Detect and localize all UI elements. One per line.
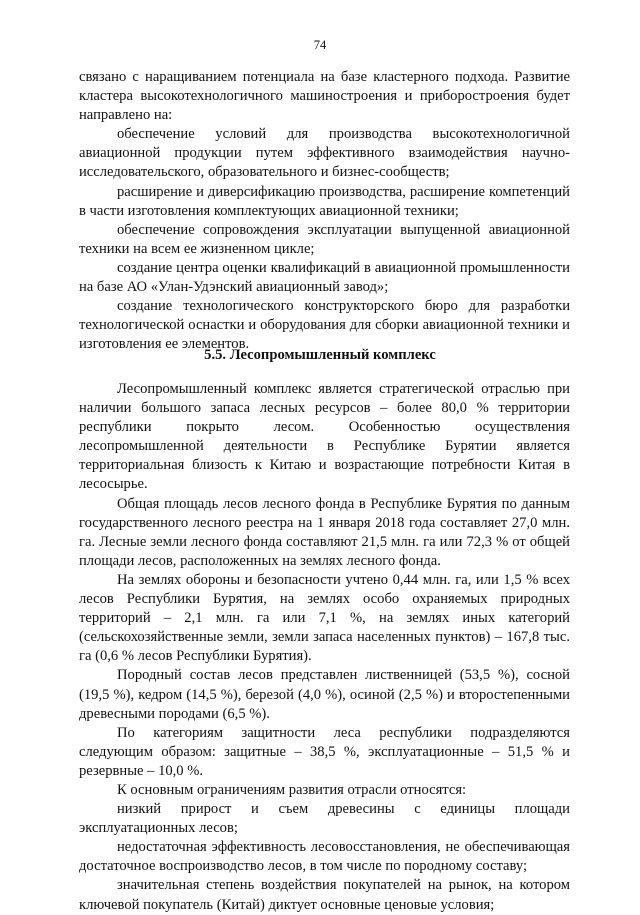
paragraph: На землях обороны и безопасности учтено 0,44 млн. га, или 1,5 % всех лесов Республики Бурятия, на землях особо охраняемых природных территорий – 2,1 млн. га или 7,1 %, на землях иных категорий (сельскохозяйственные земли, земли запаса населенных пунктов) – 167,8 тыс. га (0,6 % лесов Республики Бурятия). (79, 571, 570, 665)
list-item: недостаточная эффективность лесовосстановления, не обеспечивающая достаточное воспроизводство лесов, в том числе по породному составу; (79, 839, 570, 875)
paragraph: Лесопромышленный комплекс является стратегической отраслью при наличии большого запаса лесных ресурсов – более 80,0 % территории республики покрыто лесом. Особенностью осуществления лесопромышленной деятельности в Республике Бурятии является территориальная близость к Китаю и возрастающие потребности Китая в лесосырье. (79, 381, 570, 493)
paragraph: По категориям защитности леса республики подразделяются следующим образом: защитные – 38,5 %, эксплуатационные – 51,5 % и резервные – 10,0 %. (79, 724, 570, 779)
section-heading: 5.5. Лесопромышленный комплекс (204, 347, 436, 363)
list-item: обеспечение условий для производства высокотехнологичной авиационной продукции путем эффективного взаимодействия научно-исследовательского, образовательного и бизнес-сообществ; (79, 126, 570, 181)
paragraph: Общая площадь лесов лесного фонда в Республике Бурятия по данным государственного лесного реестра на 1 января 2018 года составляет 27,0 млн. га. Лесные земли лесного фонда составляют 21,5 млн. га или 72,3 % от общей площади лесов, расположенных на землях лесного фонда. (79, 495, 570, 569)
paragraph: связано с наращиванием потенциала на базе кластерного подхода. Развитие кластера высокотехнологичного машиностроения и приборостроения будет направлено на: (79, 69, 570, 124)
paragraph: К основным ограничениям развития отрасли относятся: (117, 781, 467, 798)
list-item: создание технологического конструкторского бюро для разработки технологической оснастки и оборудования для сборки авиационной техники и изготовления ее элементов. (79, 298, 570, 353)
paragraph: Породный состав лесов представлен лиственницей (53,5 %), сосной (19,5 %), кедром (14,5 %), березой (4,0 %), осиной (2,5 %) и второстепенными древесными породами (6,5 %). (79, 667, 570, 722)
list-item: расширение и диверсификацию производства, расширение компетенций в части изготовления комплектующих авиационной техники; (79, 183, 570, 219)
list-item: обеспечение сопровождения эксплуатации выпущенной авиационной техники на всем ее жизненном цикле; (79, 221, 570, 257)
list-item: создание центра оценки квалификаций в авиационной промышленности на базе АО «Улан-Удэнский авиационный завод»; (79, 259, 570, 296)
section-text (79, 380, 570, 915)
list-item: низкий прирост и съем древесины с единицы площади эксплуатационных лесов; (79, 801, 570, 837)
intro-text (79, 68, 570, 354)
page-number: 74 (313, 38, 327, 52)
list-item: значительная степень воздействия покупателей на рынок, на котором ключевой покупатель (Китай) диктует основные ценовые условия; (79, 877, 570, 913)
